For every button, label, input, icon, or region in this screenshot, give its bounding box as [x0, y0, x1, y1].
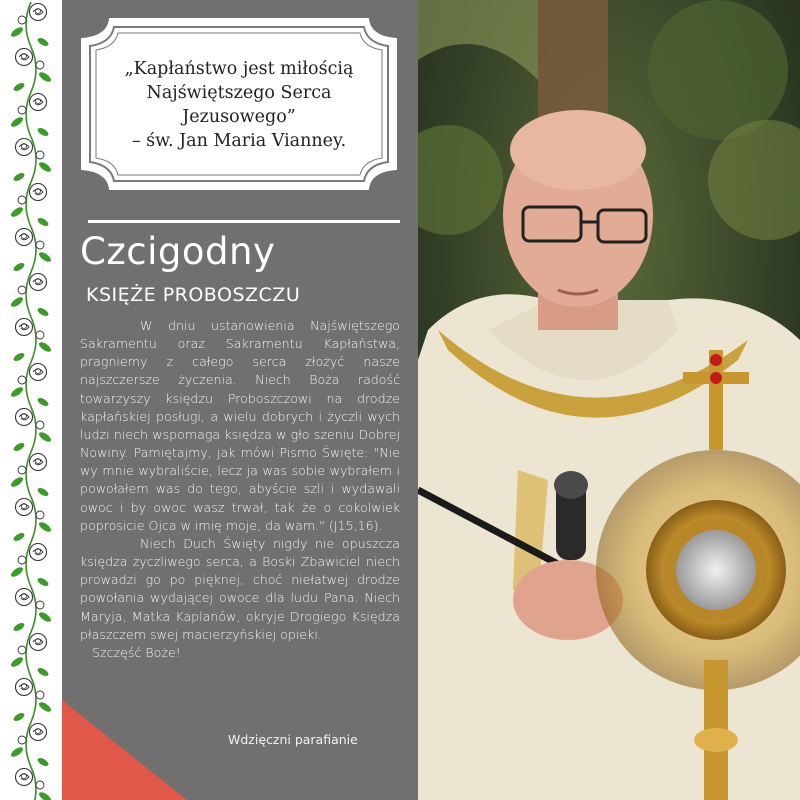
- quote-text: [100, 57, 378, 153]
- quote-line: „Kapłaństwo jest miłością: [124, 59, 354, 79]
- letter-paragraph: W dniu ustanowienia Najświętszego Sakramentu oraz Sakramentu Kapłaństwa, pragniemy z całego serca złożyć nasze najszczersze życzenia. Niech Boża radość towarzyszy księdzu Proboszczowi na drodze kapłańskiej posługi, a wielu dobrych i życzli wych ludzi niech wspomaga księdza w gło szeniu Dobrej Nowiny. Pamiętajmy, jak mówi Pismo Święte: "Nie wy mnie wybraliście, lecz ja was sobie wybrałem i powołałem was do tego, abyście szli i wydawali owoc i by owoc wasz trwał, tak że o cokolwiek poprosicie Ojca w imię moje, da wam." (J15,16).: [80, 318, 400, 533]
- rose-vine-icon: [0, 0, 62, 800]
- signature: Wdzięczni parafianie: [228, 732, 358, 747]
- letter-paragraph: Niech Duch Święty nigdy nie opuszcza księdza życzliwego serca, a Boski Zbawiciel niech prowadzi go po pięknej, choć niełatwej drodze powołania wydającej owoce dla ludu Pana. Niech Maryja, Matka Kaplanów, okryje Drogiego Księdza płaszczem swej macierzyńskiej opieki.: [80, 535, 400, 642]
- quote-line: Najświętszego Serca: [146, 83, 332, 103]
- quote-author: – św. Jan Maria Vianney.: [131, 131, 347, 151]
- quote-line: Jezusowego”: [182, 107, 296, 127]
- letter-body: [80, 317, 400, 662]
- corner-accent-triangle: [62, 700, 187, 800]
- photo-illustration: [418, 0, 800, 800]
- floral-border: [0, 0, 62, 800]
- letter-closing: Szczęść Boże!: [92, 644, 181, 660]
- heading-subtitle: KSIĘŻE PROBOSZCZU: [86, 284, 301, 306]
- priest-photo: [418, 0, 800, 800]
- heading-title: Czcigodny: [80, 230, 276, 273]
- divider-line: [88, 220, 400, 223]
